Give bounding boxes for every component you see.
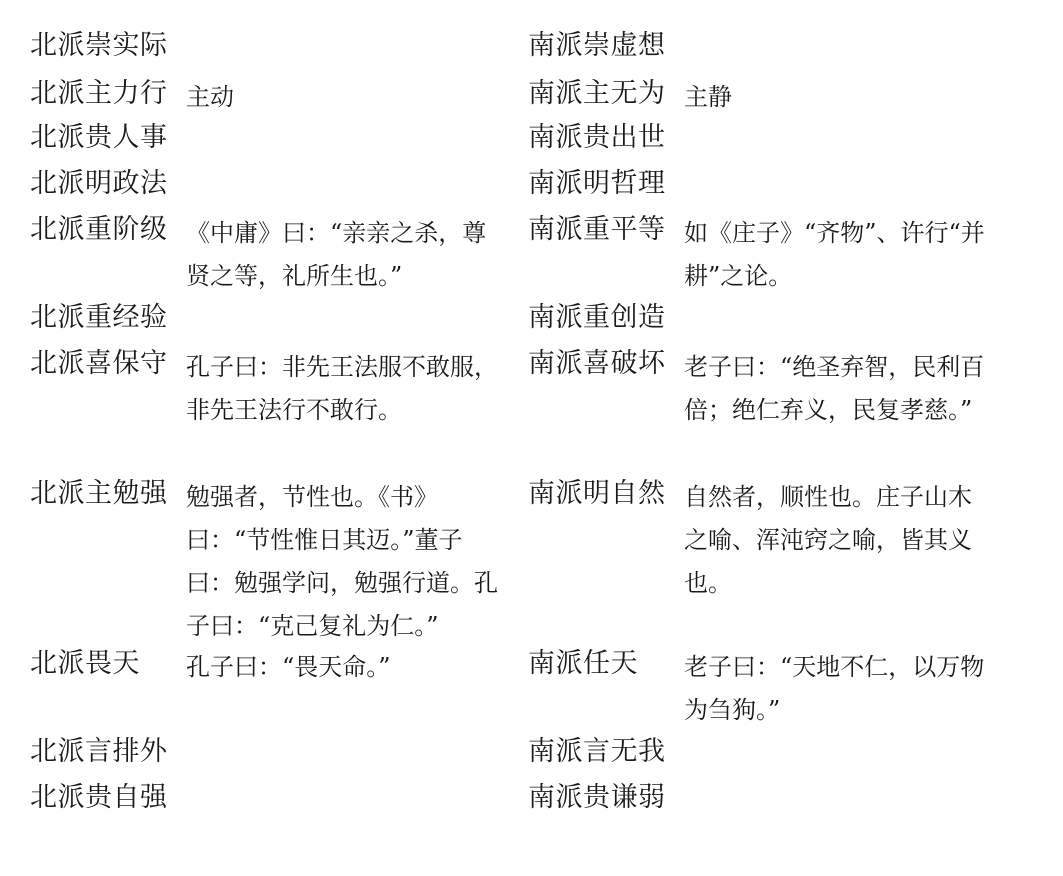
comparison-row [0, 730, 1063, 776]
north-school-label: 北派畏天 [30, 648, 140, 679]
north-school-note: 孔子曰：“畏天命。” [186, 653, 391, 681]
south-school-label: 南派任天 [528, 648, 638, 679]
south-school-label: 南派重平等 [528, 214, 666, 245]
north-school-note: 主动 [186, 83, 234, 111]
south-school-note: 主静 [684, 83, 732, 111]
north-school-note: 《中庸》曰：“亲亲之杀，尊贤之等，礼所生也。” [186, 219, 487, 290]
north-school-label: 北派主力行 [30, 78, 168, 109]
comparison-row [0, 642, 1063, 732]
north-school-label: 北派贵自强 [30, 782, 168, 813]
north-school-label: 北派重阶级 [30, 214, 168, 245]
comparison-row [0, 296, 1063, 342]
south-school-label: 南派言无我 [528, 736, 666, 767]
south-school-note: 自然者，顺性也。庄子山木之喻、浑沌窍之喻，皆其义也。 [684, 483, 972, 597]
north-school-label: 北派重经验 [30, 302, 168, 333]
comparison-row [0, 472, 1063, 644]
north-school-note: 勉强者，节性也。《书》曰：“节性惟日其迈。”董子曰：勉强学问，勉强行道。孔子曰：“克己复礼为仁。” [186, 483, 498, 640]
south-school-label: 南派明自然 [528, 478, 666, 509]
south-school-label: 南派喜破坏 [528, 348, 666, 379]
north-school-label: 北派明政法 [30, 168, 168, 199]
south-school-label: 南派重创造 [528, 302, 666, 333]
south-school-note: 老子曰：“绝圣弃智，民利百倍；绝仁弃义，民复孝慈。” [684, 353, 985, 424]
comparison-row [0, 776, 1063, 822]
south-school-label: 南派贵谦弱 [528, 782, 666, 813]
north-school-label: 北派言排外 [30, 736, 168, 767]
north-school-label: 北派贵人事 [30, 122, 168, 153]
north-school-note: 孔子曰：非先王法服不敢服，非先王法行不敢行。 [186, 353, 498, 424]
comparison-row [0, 342, 1063, 472]
south-school-label: 南派崇虚想 [528, 30, 666, 61]
north-school-label: 北派主勉强 [30, 478, 168, 509]
comparison-row [0, 24, 1063, 70]
comparison-row [0, 208, 1063, 298]
comparison-row [0, 162, 1063, 208]
south-school-label: 南派主无为 [528, 78, 666, 109]
south-school-label: 南派贵出世 [528, 122, 666, 153]
south-school-note: 如《庄子》“齐物”、许行“并耕”之论。 [684, 219, 985, 290]
north-school-label: 北派崇实际 [30, 30, 168, 61]
comparison-row [0, 72, 1063, 118]
south-school-note: 老子曰：“天地不仁，以万物为刍狗。” [684, 653, 985, 724]
south-school-label: 南派明哲理 [528, 168, 666, 199]
comparison-row [0, 116, 1063, 162]
north-school-label: 北派喜保守 [30, 348, 168, 379]
